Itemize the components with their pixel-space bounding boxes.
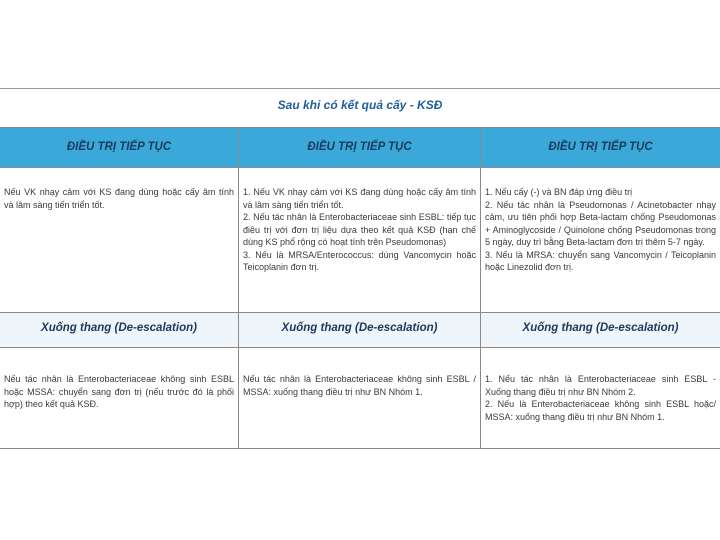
table-title: Sau khi có kết quả cấy - KSĐ	[277, 98, 443, 112]
de-escalation-row	[0, 346, 720, 449]
de-escalation-text-3: 1. Nếu tác nhân là Enterobacteriaceae sinh ESBL - Xuống thang điều trị như BN Nhóm 2. 2. Nếu là Enterobacteriaceae không sinh ESBL hoặc/ MSSA: xuống thang điều trị như BN Nhóm 1.	[485, 374, 716, 422]
continue-treatment-row	[0, 166, 720, 313]
de-escalation-text-1: Nếu tác nhân là Enterobacteriaceae không sinh ESBL hoặc MSSA: chuyển sang đơn trị (nếu trước đó là phối hợp) theo kết quả KSĐ.	[4, 374, 234, 409]
de-escalation-header-3: Xuống thang (De-escalation)	[480, 313, 720, 347]
continue-cell-3	[480, 166, 720, 312]
header-cell-2: ĐIỀU TRỊ TIẾP TỤC	[238, 128, 480, 167]
de-escalation-cell-2	[238, 346, 480, 448]
header-cell-1: ĐIỀU TRỊ TIẾP TỤC	[66, 141, 172, 153]
continue-text-1: Nếu VK nhạy cảm với KS đang dùng hoặc cấy âm tính và lâm sàng tiến triển tốt.	[4, 187, 234, 210]
de-escalation-header-row	[0, 312, 720, 348]
continue-cell-2	[238, 166, 480, 312]
de-escalation-text-2: Nếu tác nhân là Enterobacteriaceae không sinh ESBL / MSSA: xuống thang điều trị như BN Nhóm 1.	[243, 374, 476, 397]
top-divider	[0, 88, 720, 89]
continue-cell-1	[0, 166, 238, 312]
de-escalation-cell-1	[0, 346, 238, 448]
continue-text-2: 1. Nếu VK nhạy cảm với KS đang dùng hoặc cấy âm tính và lâm sàng tiến triển tốt. 2. Nếu tác nhân là Enterobacteriaceae sinh ESBL: tiếp tục điều trị với đơn trị liệu dựa theo kết quả KSĐ (hạn chế dùng KS phổ rộng có hoạt tính trên Pseudomonas) 3. Nếu là MRSA/Enterococcus: dùng Vancomycin hoặc Teicoplanin đơn trị.	[243, 187, 476, 272]
header-row	[0, 127, 720, 168]
continue-text-3: 1. Nếu cấy (-) và BN đáp ứng điều trị 2. Nếu tác nhân là Pseudomonas / Acinetobacter nhạy cảm, ưu tiên phối hợp Beta-lactam chống Pseudomonas + Aminoglycoside / Quinolone chống Pseudomonas trong 5 ngày, duy trì bằng Beta-lactam đơn trị thêm 5-7 ngày. 3. Nếu là MRSA: chuyển sang Vancomycin / Teicoplanin hoặc Linezolid đơn trị.	[485, 187, 716, 272]
de-escalation-header-2: Xuống thang (De-escalation)	[238, 313, 480, 347]
header-cell-3: ĐIỀU TRỊ TIẾP TỤC	[480, 128, 720, 167]
de-escalation-header-1: Xuống thang (De-escalation)	[41, 322, 197, 334]
de-escalation-cell-3	[480, 346, 720, 448]
